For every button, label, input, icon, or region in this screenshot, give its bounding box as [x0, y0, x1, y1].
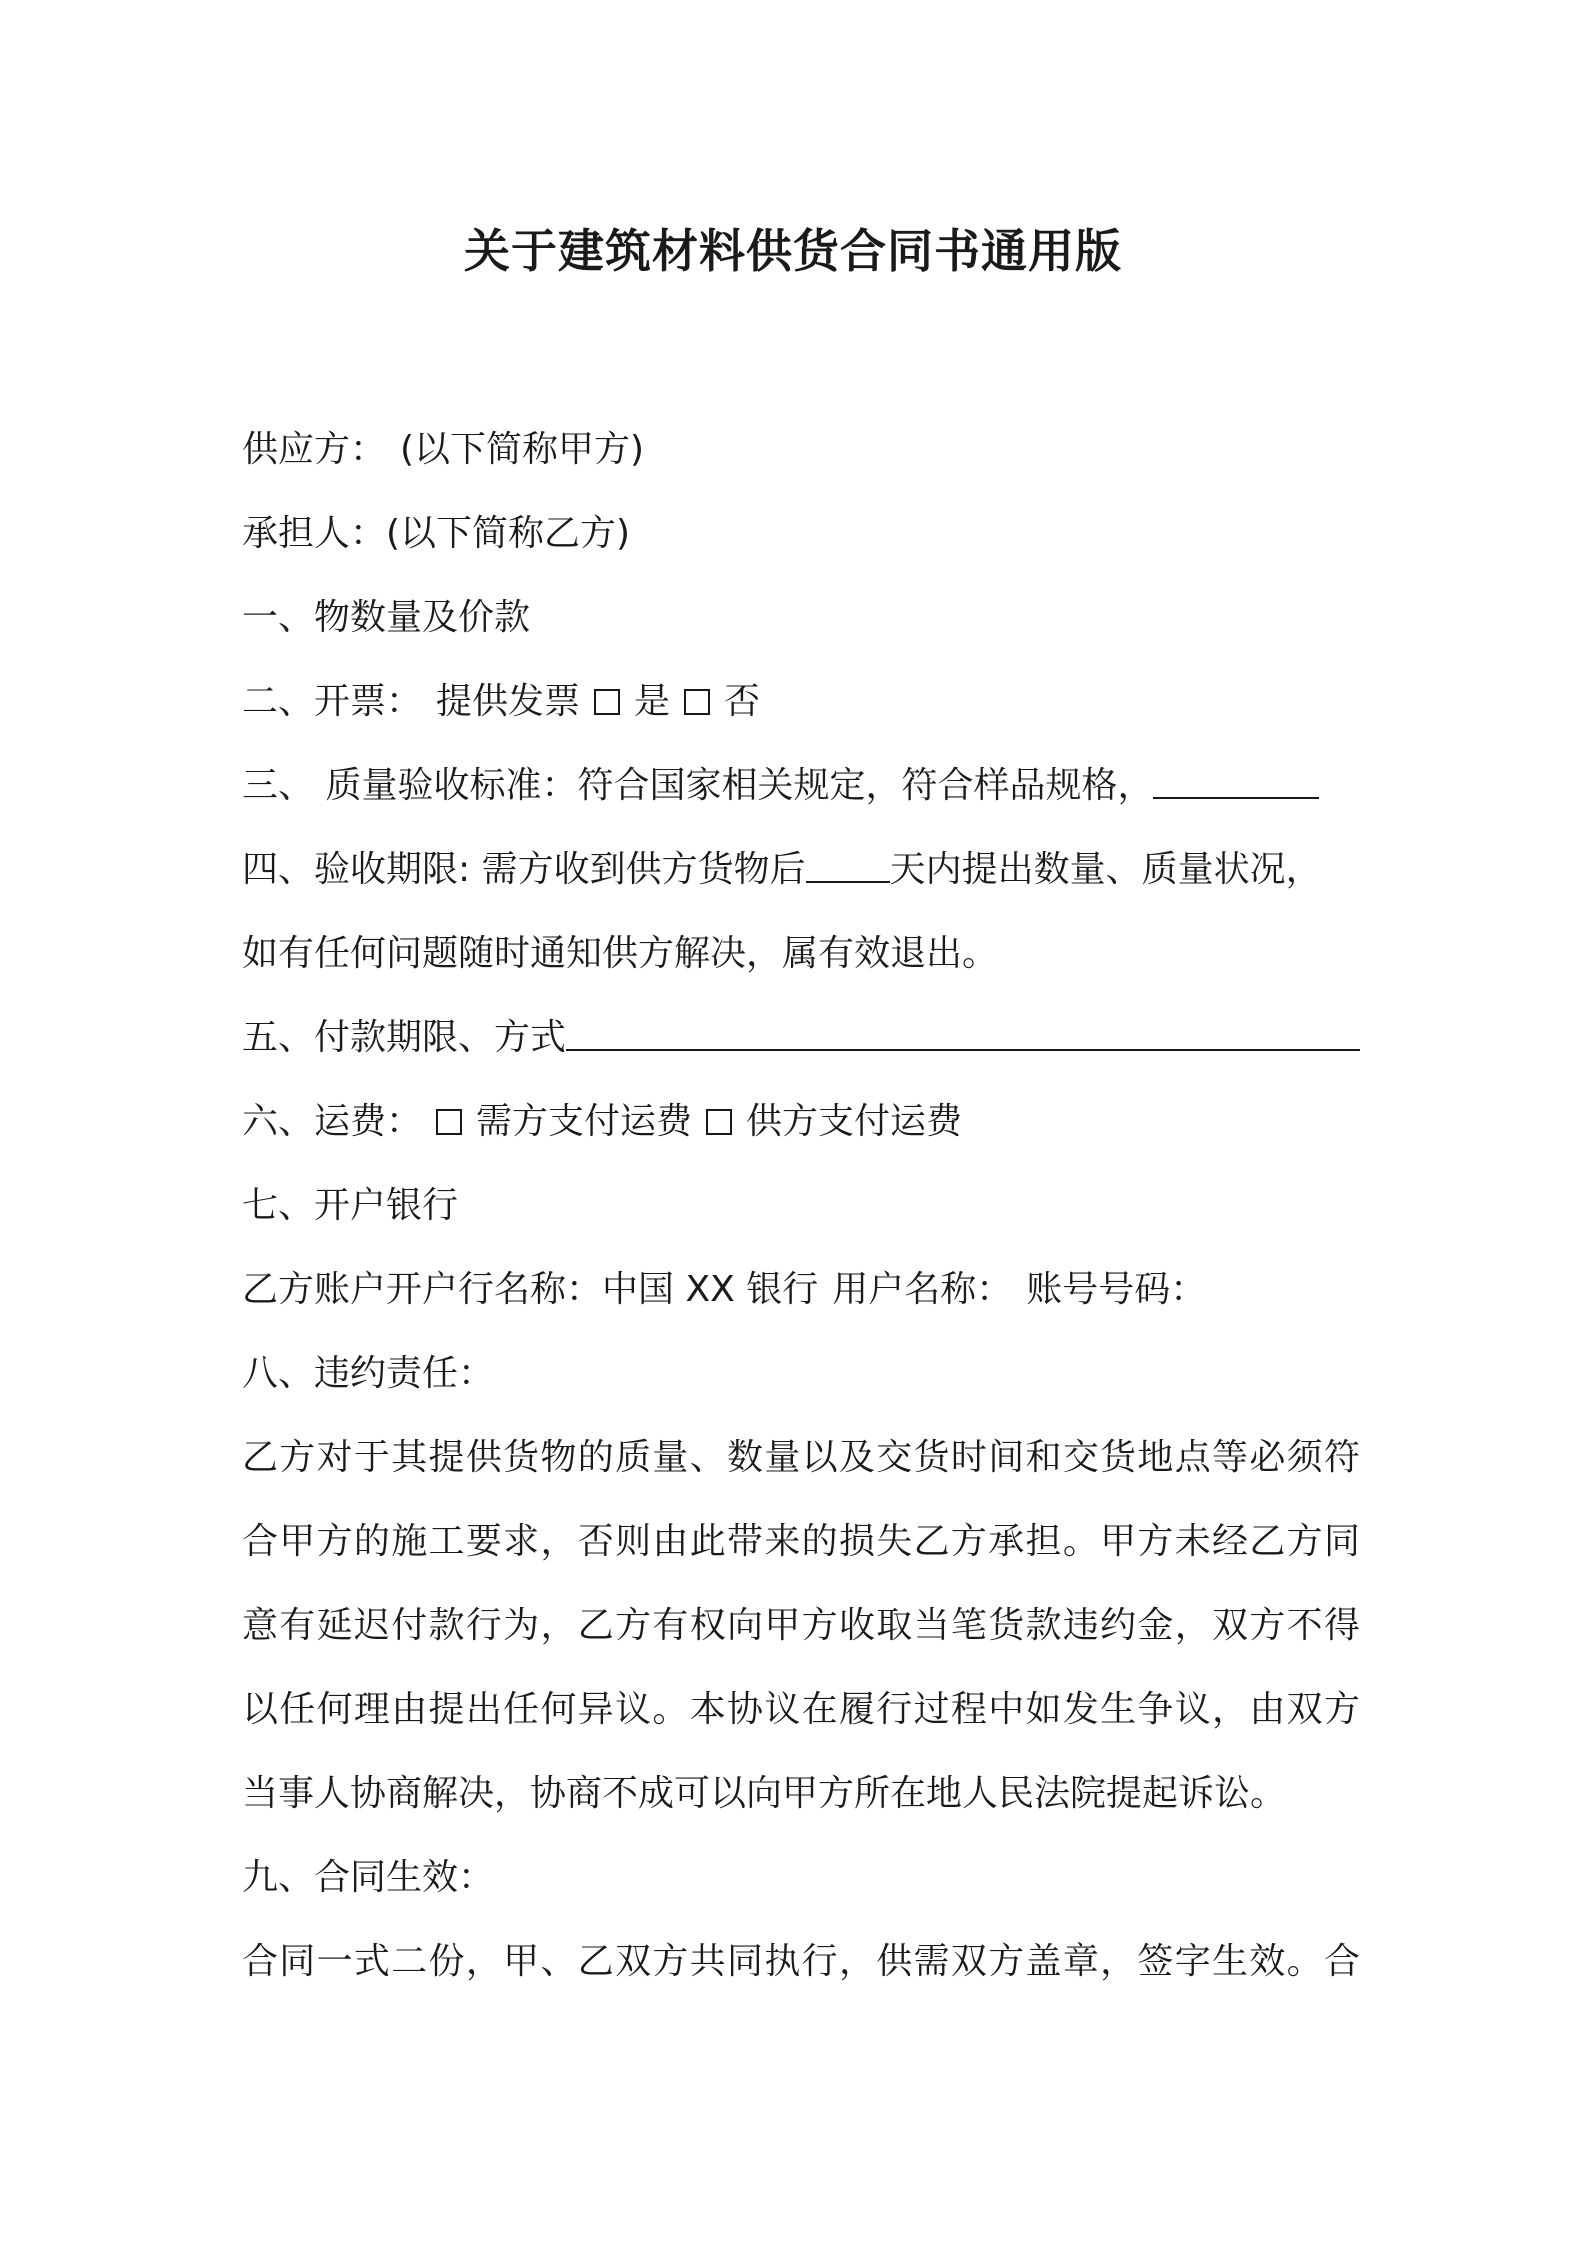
undertaker-line — [242, 492, 1360, 576]
bank-name: 乙方账户开户行名称：中国 XX 银行 — [242, 1269, 819, 1310]
freight-buyer-label: 需方支付运费 — [476, 1101, 693, 1142]
section-9-line: 合同一式二份，甲、乙双方共同执行，供需双方盖章，签字生效。合 — [242, 1941, 1360, 1982]
freight-buyer-checkbox[interactable] — [436, 1109, 462, 1135]
section-6-label: 六、运费： — [242, 1101, 423, 1142]
section-2-invoice — [242, 660, 1360, 744]
section-5-payment — [242, 996, 1360, 1080]
section-4-part2: 天内提出数量、质量状况， — [889, 849, 1322, 890]
bank-account: 账号号码： — [1026, 1269, 1207, 1310]
freight-supplier-checkbox[interactable] — [706, 1109, 732, 1135]
invoice-yes-checkbox[interactable] — [594, 689, 620, 715]
acceptance-days-blank — [806, 851, 890, 883]
undertaker-note: (以下简称乙方) — [386, 513, 631, 554]
section-5-text: 五、付款期限、方式 — [242, 1017, 567, 1058]
bank-details-line — [242, 1248, 1360, 1332]
payment-blank — [566, 1019, 1360, 1051]
section-4-acceptance — [242, 828, 1360, 912]
document-title: 关于建筑材料供货合同书通用版 — [464, 224, 1122, 278]
section-2-label: 二、开票： — [242, 681, 423, 722]
supplier-note: (以下简称甲方) — [400, 429, 645, 470]
section-6-freight — [242, 1080, 1360, 1164]
invoice-no-checkbox[interactable] — [684, 689, 710, 715]
section-8-line: 合甲方的施工要求，否则由此带来的损失乙方承担。甲方未经乙方同 — [242, 1521, 1360, 1562]
section-7-bank: 七、开户银行 — [242, 1185, 459, 1226]
invoice-yes-label: 是 — [634, 681, 671, 722]
document-body — [242, 408, 1360, 2004]
section-8-heading: 八、违约责任： — [242, 1353, 495, 1394]
section-8-line: 当事人协商解决，协商不成可以向甲方所在地人民法院提起诉讼。 — [242, 1773, 1287, 1814]
section-4-continuation: 如有任何问题随时通知供方解决，属有效退出。 — [242, 933, 999, 974]
supplier-label: 供应方： — [242, 429, 387, 470]
undertaker-label: 承担人： — [242, 513, 387, 554]
section-8-line: 以任何理由提出任何异议。本协议在履行过程中如发生争议，由双方 — [242, 1689, 1360, 1730]
section-9-heading: 九、合同生效： — [242, 1857, 495, 1898]
section-1-heading: 一、物数量及价款 — [242, 597, 531, 638]
bank-user: 用户名称： — [832, 1269, 1013, 1310]
section-4-part1: 四、验收期限: 需方收到供方货物后 — [242, 849, 806, 890]
invoice-no-label: 否 — [724, 681, 761, 722]
supplier-line — [242, 408, 1360, 492]
section-3-text: 三、 质量验收标准：符合国家相关规定，符合样品规格， — [242, 765, 1154, 806]
section-3-quality — [242, 744, 1360, 828]
section-8-line: 意有延迟付款行为，乙方有权向甲方收取当笔货款违约金，双方不得 — [242, 1605, 1360, 1646]
freight-supplier-label: 供方支付运费 — [746, 1101, 963, 1142]
invoice-item: 提供发票 — [436, 681, 581, 722]
section-8-line: 乙方对于其提供货物的质量、数量以及交货时间和交货地点等必须符 — [242, 1437, 1360, 1478]
quality-blank — [1153, 767, 1319, 799]
